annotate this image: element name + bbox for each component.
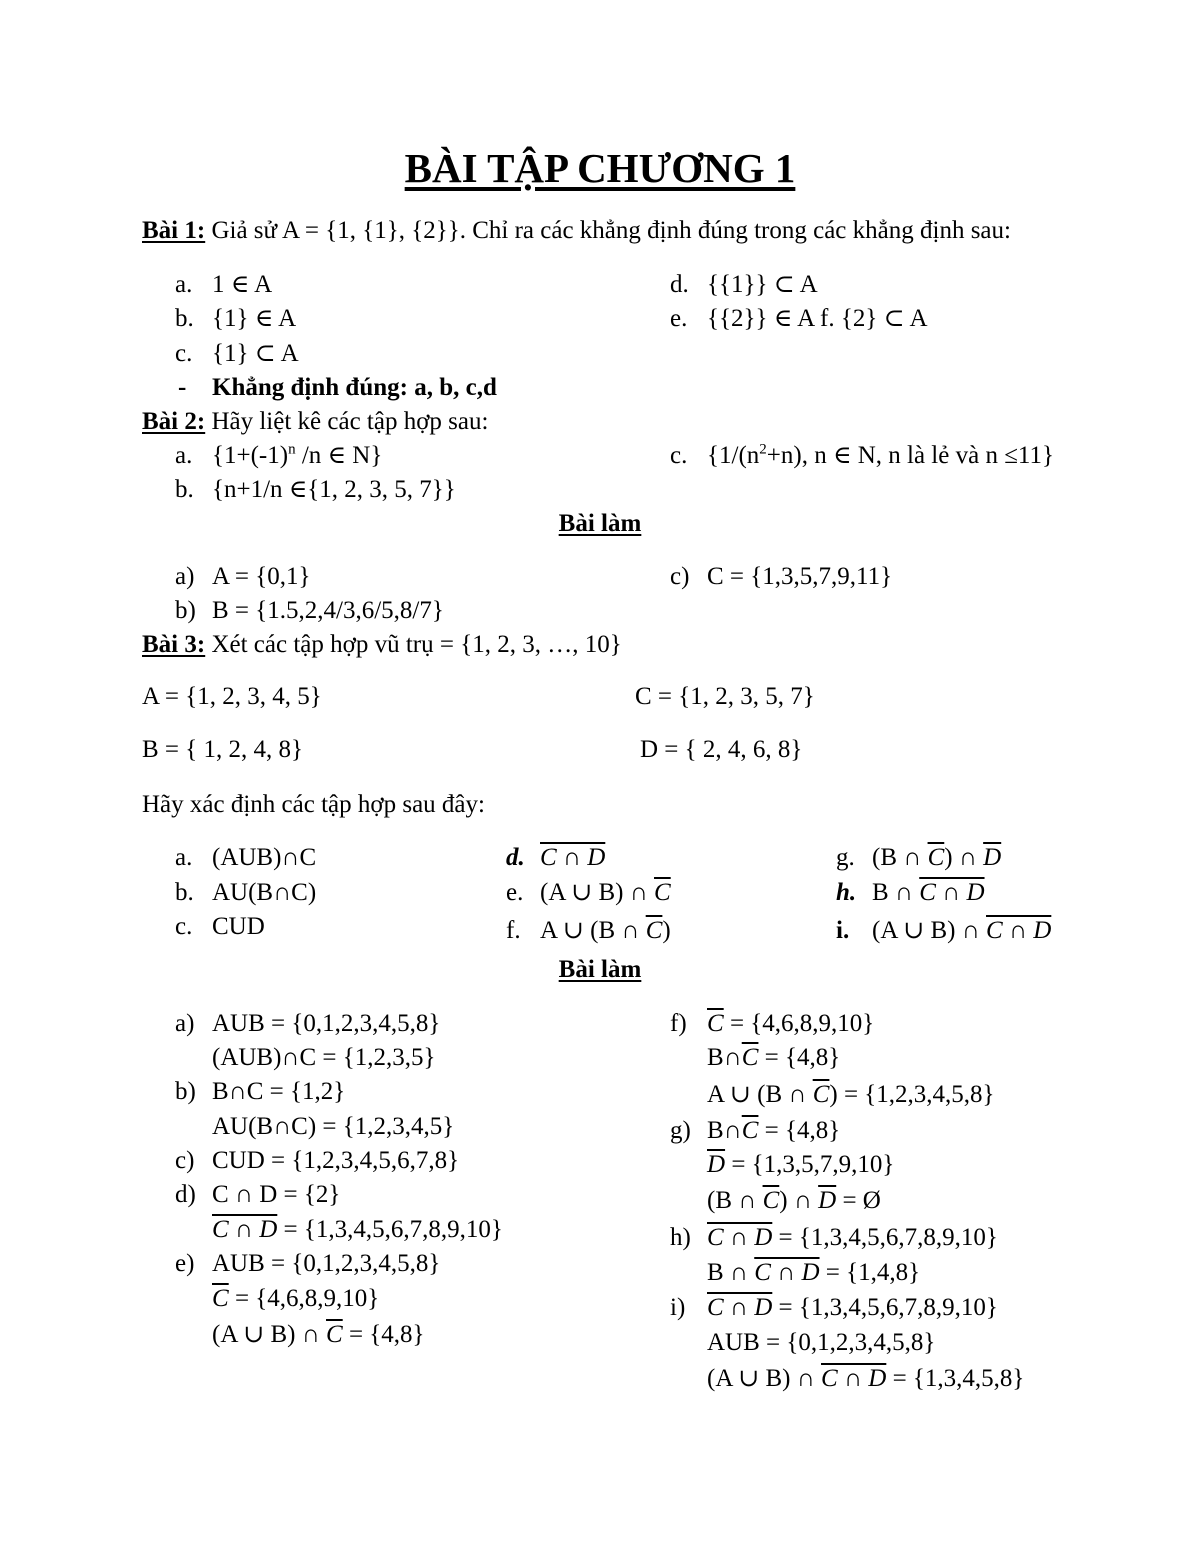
ans-c-marker: c) (175, 1147, 195, 1174)
ans-h-line2-pre: B ∩ (707, 1259, 755, 1286)
ans-f-line1-result: = {4,6,8,9,10} (723, 1010, 875, 1037)
ans-i-line1-complement: C ∩ D (707, 1294, 773, 1321)
q-c-marker: c. (175, 913, 193, 940)
bai3-text: Xét các tập hợp vũ trụ = {1, 2, 3, …, 10} (205, 631, 622, 658)
ans-g-line3-cbar: $\overline{C}$ (762, 1187, 780, 1214)
ans-e-line3-result: = {4,8} (342, 1321, 425, 1348)
bai1-item-d: {{1}} ⊂ A (707, 271, 818, 298)
ans-i-line1-result: = {1,3,4,5,6,7,8,9,10} (772, 1294, 998, 1321)
q-a: (AUB)∩C (212, 844, 317, 871)
ans-f-line1 (707, 1011, 874, 1036)
bailam1-heading: Bài làm (558, 510, 642, 537)
q-d: C ∩ D (540, 844, 606, 871)
q-g-mid: ) ∩ (944, 844, 984, 871)
q-e-c: $\overline{C}$ (654, 879, 671, 906)
bai2-item-c (707, 443, 1054, 468)
ans-h-line2 (707, 1260, 920, 1285)
ans-d-line2 (212, 1217, 503, 1242)
bai2-item-c-marker: c. (670, 442, 688, 469)
ans-b-line1: B∩C = {1,2} (212, 1078, 346, 1105)
q-f (540, 918, 671, 943)
bai3-label: Bài 3: (142, 631, 206, 658)
bai2-c-pre: {1/(n (707, 442, 760, 469)
q-e-marker: e. (506, 879, 524, 906)
page-title: BÀI TẬP CHƯƠNG 1 (404, 145, 796, 191)
bai1-item-b-marker: b. (175, 305, 194, 332)
q-g-c: $\overline{C}$ (927, 844, 945, 871)
ans-e-line1: AUB = {0,1,2,3,4,5,8} (212, 1250, 441, 1277)
q-f-marker: f. (506, 917, 521, 944)
ans-h-line2-result: = {1,4,8} (819, 1259, 921, 1286)
q-i-cd: C ∩ D (986, 917, 1052, 944)
ans-d-marker: d) (175, 1181, 196, 1208)
bai2-statement (142, 409, 488, 434)
ans-g-line3-pre: (B ∩ (707, 1187, 763, 1214)
ans-g-line1 (707, 1118, 840, 1143)
bailam1-c-marker: c) (670, 563, 690, 590)
bai2-c-post: +n), n ∈ N, n là lẻ và n ≤11} (766, 442, 1054, 469)
ans-h-line1 (707, 1225, 998, 1250)
ans-f-line3-cbar: $\overline{C}$ (812, 1081, 830, 1108)
ans-e-marker: e) (175, 1250, 195, 1277)
ans-i-line2: AUB = {0,1,2,3,4,5,8} (707, 1329, 936, 1356)
ans-g-line2-result: = {1,3,5,7,9,10} (725, 1151, 895, 1178)
q-e (540, 880, 671, 905)
bai1-item-e-marker: e. (670, 305, 688, 332)
bai3-statement (142, 632, 622, 657)
ans-d-result: = {1,3,4,5,6,7,8,9,10} (277, 1216, 503, 1243)
q-g-pre: (B ∩ (872, 844, 928, 871)
bai2-item-a (212, 443, 382, 468)
bai1-item-c-marker: c. (175, 340, 193, 367)
ans-f-line2 (707, 1045, 840, 1070)
bai1-item-e: {{2}} ∈ A f. {2} ⊂ A (707, 305, 928, 332)
ans-g-line3 (707, 1188, 881, 1213)
q-h (872, 880, 985, 905)
ans-e-line2-result: = {4,6,8,9,10} (228, 1285, 380, 1312)
bailam1-b-marker: b) (175, 597, 196, 624)
ans-f-c-bar: $\overline{C}$ (707, 1010, 724, 1037)
ans-f-line2-pre: B∩ (707, 1044, 742, 1071)
ans-g-marker: g) (670, 1117, 691, 1144)
ans-e-c-bar: $\overline{C}$ (212, 1285, 229, 1312)
ans-i-line3-pre: (A ∪ B) ∩ (707, 1365, 822, 1392)
ans-i-line3-result: = {1,3,4,5,8} (886, 1365, 1025, 1392)
bai1-item-a: 1 ∈ A (212, 271, 273, 298)
ans-d-line1: C ∩ D = {2} (212, 1181, 341, 1208)
ans-g-line3-dbar: $\overline{D}$ (818, 1187, 837, 1214)
q-f-post: ) (662, 917, 671, 944)
ans-a-line2: (AUB)∩C = {1,2,3,5} (212, 1044, 436, 1071)
q-h-marker: h. (836, 879, 857, 906)
bai1-item-c: {1} ⊂ A (212, 340, 299, 367)
ans-g-line3-mid: ) ∩ (779, 1187, 819, 1214)
ans-f-line2-cbar: $\overline{C}$ (741, 1044, 759, 1071)
bai1-item-d-marker: d. (670, 271, 689, 298)
bai1-statement (142, 218, 1011, 243)
bai1-conclusion: Khẳng định đúng: a, b, c,d (212, 374, 497, 401)
bai2-a-pre: {1+(-1) (212, 442, 289, 469)
q-g-d: $\overline{D}$ (983, 844, 1002, 871)
q-f-c: $\overline{C}$ (645, 917, 663, 944)
bai1-label: Bài 1: (142, 217, 206, 244)
ans-i-marker: i) (670, 1294, 686, 1321)
ans-g-line3-result: = Ø (836, 1187, 881, 1214)
ans-d-complement: C ∩ D (212, 1216, 278, 1243)
ans-h-marker: h) (670, 1224, 691, 1251)
q-i-pre: (A ∪ B) ∩ (872, 917, 987, 944)
ans-f-line3-result: ) = {1,2,3,4,5,8} (829, 1081, 995, 1108)
bai2-item-a-marker: a. (175, 442, 193, 469)
set-a: A = {1, 2, 3, 4, 5} (142, 683, 322, 710)
bai1-item-a-marker: a. (175, 271, 193, 298)
ans-g-line1-pre: B∩ (707, 1117, 742, 1144)
ans-f-marker: f) (670, 1010, 687, 1037)
set-c: C = {1, 2, 3, 5, 7} (635, 683, 815, 710)
ans-e-line3-pre: (A ∪ B) ∩ (212, 1321, 327, 1348)
q-a-marker: a. (175, 844, 193, 871)
bai1-item-b: {1} ∈ A (212, 305, 297, 332)
bailam2-heading: Bài làm (558, 956, 642, 983)
bailam1-b: B = {1.5,2,4/3,6/5,8/7} (212, 597, 444, 624)
ans-g-line1-cbar: $\overline{C}$ (741, 1117, 759, 1144)
ans-c-line1: CUD = {1,2,3,4,5,6,7,8} (212, 1147, 460, 1174)
ans-b-line2: AU(B∩C) = {1,2,3,4,5} (212, 1113, 455, 1140)
q-i-marker: i. (836, 917, 850, 944)
ans-f-line3 (707, 1082, 995, 1107)
bai2-text: Hãy liệt kê các tập hợp sau: (205, 408, 489, 435)
q-h-pre: B ∩ (872, 879, 920, 906)
ans-h-line1-complement: C ∩ D (707, 1224, 773, 1251)
ans-h-line1-result: = {1,3,4,5,6,7,8,9,10} (772, 1224, 998, 1251)
bai2-a-post: /n ∈ N} (295, 442, 383, 469)
ans-a-line1: AUB = {0,1,2,3,4,5,8} (212, 1010, 441, 1037)
bai3-prompt: Hãy xác định các tập hợp sau đây: (142, 791, 485, 818)
ans-e-line2 (212, 1286, 379, 1311)
bai1-conclusion-marker: - (178, 374, 187, 401)
ans-i-line1 (707, 1295, 998, 1320)
ans-i-line3 (707, 1366, 1024, 1391)
q-g-marker: g. (836, 844, 855, 871)
bai2-c-sup: 2 (759, 441, 767, 458)
q-d-marker: d. (506, 844, 525, 871)
q-b-marker: b. (175, 879, 194, 906)
q-c: CUD (212, 913, 265, 940)
bailam1-c: C = {1,3,5,7,9,11} (707, 563, 893, 590)
q-b: AU(B∩C) (212, 879, 317, 906)
q-e-pre: (A ∪ B) ∩ (540, 879, 655, 906)
ans-e-line3-cbar: $\overline{C}$ (326, 1321, 343, 1348)
bai2-item-b-marker: b. (175, 476, 194, 503)
ans-h-line2-complement: C ∩ D (754, 1259, 820, 1286)
ans-g-line1-result: = {4,8} (758, 1117, 841, 1144)
q-i (872, 918, 1051, 943)
q-g (872, 845, 1001, 870)
ans-g-line2 (707, 1152, 894, 1177)
q-f-pre: A ∪ (B ∩ (540, 917, 646, 944)
bai1-text: Giả sử A = {1, {1}, {2}}. Chỉ ra các khẳng định đúng trong các khẳng định sau: (205, 217, 1011, 244)
ans-a-marker: a) (175, 1010, 195, 1037)
bai2-a-sup: n (288, 441, 296, 458)
q-h-cd: C ∩ D (919, 879, 985, 906)
bai2-label: Bài 2: (142, 408, 206, 435)
bailam1-a: A = {0,1} (212, 563, 311, 590)
ans-f-line3-pre: A ∪ (B ∩ (707, 1081, 813, 1108)
set-b: B = { 1, 2, 4, 8} (142, 736, 304, 763)
ans-i-line3-complement: C ∩ D (821, 1365, 887, 1392)
bailam1-a-marker: a) (175, 563, 195, 590)
ans-f-line2-result: = {4,8} (758, 1044, 841, 1071)
ans-b-marker: b) (175, 1078, 196, 1105)
bai2-item-b: {n+1/n ∈{1, 2, 3, 5, 7}} (212, 476, 456, 503)
ans-g-line2-dbar: $\overline{D}$ (707, 1151, 726, 1178)
set-d: D = { 2, 4, 6, 8} (640, 736, 803, 763)
ans-e-line3 (212, 1322, 425, 1347)
